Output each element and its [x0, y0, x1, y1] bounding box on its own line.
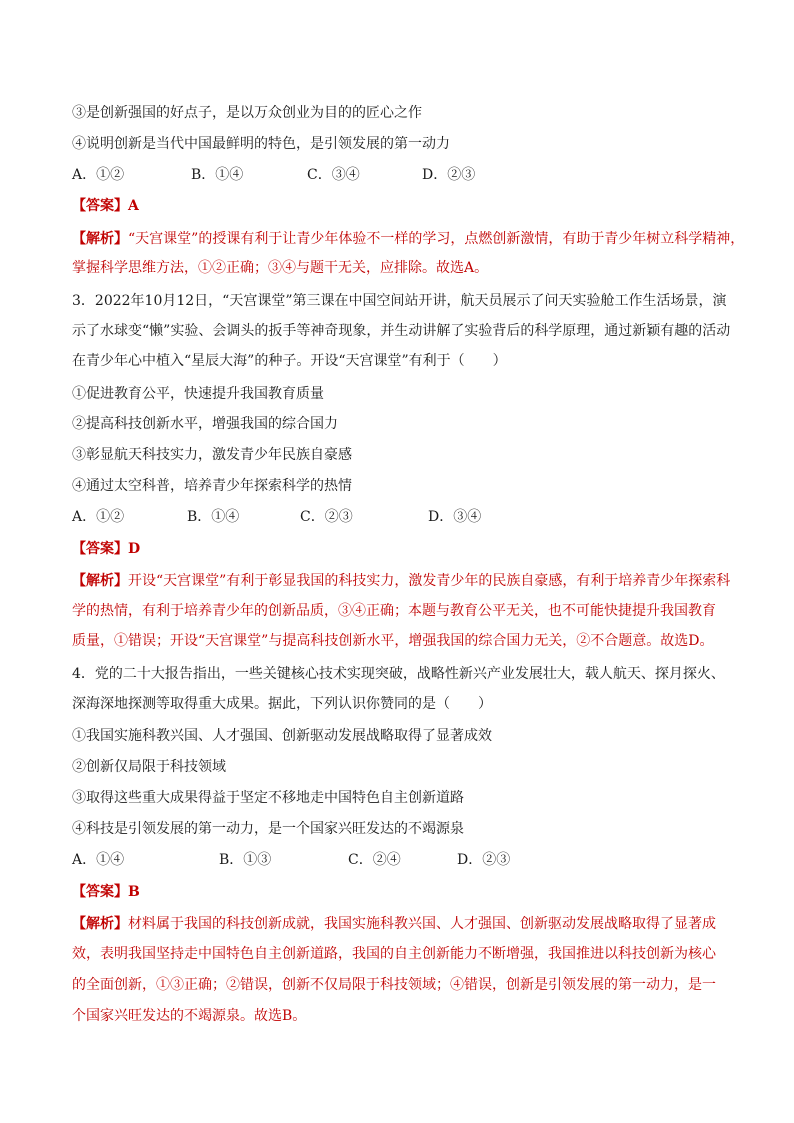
q2-statement-3: ③是创新强国的好点子，是以万众创业为目的的匠心之作	[72, 105, 422, 121]
q2-analysis-line-2: 掌握科学思维方法，①②正确；③④与题干无关，应排除。故选A。	[72, 260, 489, 276]
q3-statement-1: ①促进教育公平，快速提升我国教育质量	[72, 386, 324, 402]
q2-option-b: B．①④	[191, 167, 244, 183]
q3-answer: 【答案】D	[72, 541, 141, 557]
q3-stem-line-1: 3．2022年10月12日，“天宫课堂”第三课在中国空间站开讲，航天员展示了问天实验舱工作生活场景，演	[72, 293, 727, 309]
q4-analysis-line-3: 的全面创新，①③正确；②错误，创新不仅局限于科技领域；④错误，创新是引领发展的第一动力，是一	[72, 977, 716, 993]
q4-answer: 【答案】B	[72, 884, 140, 900]
q2-option-d: D．②③	[422, 167, 476, 183]
q3-option-c: C．②③	[300, 509, 353, 525]
q4-analysis-line-1: 【解析】材料属于我国的科技创新成就，我国实施科教兴国、人才强国、创新驱动发展战略取得了显著成	[72, 916, 716, 932]
q3-option-b: B．①④	[187, 509, 240, 525]
q3-analysis-tag: 【解析】	[72, 573, 128, 589]
q4-option-a: A．①④	[72, 852, 125, 868]
q3-statement-4: ④通过太空科普，培养青少年探索科学的热情	[72, 478, 352, 494]
q2-option-c: C．③④	[307, 167, 360, 183]
q4-option-c: C．②④	[348, 852, 401, 868]
q4-statement-1: ①我国实施科教兴国、人才强国、创新驱动发展战略取得了显著成效	[72, 728, 492, 744]
q3-statement-2: ②提高科技创新水平，增强我国的综合国力	[72, 416, 338, 432]
q3-statement-3: ③彰显航天科技实力，激发青少年民族自豪感	[72, 447, 352, 463]
q3-stem-line-2: 示了水球变“懒”实验、会调头的扳手等神奇现象，并生动讲解了实验背后的科学原理，通过新颖有趣的活动	[72, 323, 731, 339]
q4-statement-2: ②创新仅局限于科技领域	[72, 759, 226, 775]
q4-option-b: B．①③	[219, 852, 272, 868]
q3-analysis-line-2: 学的热情，有利于培养青少年的创新品质，③④正确；本题与教育公平无关，也不可能快捷提升我国教育	[72, 603, 716, 619]
q3-option-d: D．③④	[428, 509, 482, 525]
q4-statement-4: ④科技是引领发展的第一动力，是一个国家兴旺发达的不竭源泉	[72, 821, 464, 837]
q2-option-a: A．①②	[72, 167, 125, 183]
q3-analysis-line-1: 【解析】开设“天宫课堂”有利于彰显我国的科技实力，激发青少年的民族自豪感，有利于培养青少年探索科	[72, 573, 731, 589]
q4-analysis-line-2: 效，表明我国坚持走中国特色自主创新道路，我国的自主创新能力不断增强，我国推进以科技创新为核心	[72, 946, 716, 962]
q3-stem-line-3: 在青少年心中植入“星辰大海”的种子。开设“天宫课堂”有利于（ ）	[72, 353, 507, 369]
q4-analysis-line-4: 个国家兴旺发达的不竭源泉。故选B。	[72, 1008, 307, 1024]
q4-analysis-tag: 【解析】	[72, 916, 128, 932]
q4-stem-line-2: 深海深地探测等取得重大成果。据此，下列认识你赞同的是（ ）	[72, 696, 492, 712]
q2-analysis-line-1: 【解析】“天宫课堂”的授课有利于让青少年体验不一样的学习，点燃创新激情，有助于青少年树立科学精神，	[72, 231, 745, 247]
q4-option-d: D．②③	[457, 852, 511, 868]
q3-analysis-line-3: 质量，①错误；开设“天宫课堂”与提高科技创新水平，增强我国的综合国力无关，②不合题意。故选D。	[72, 633, 714, 649]
q3-option-a: A．①②	[72, 509, 125, 525]
q4-statement-3: ③取得这些重大成果得益于坚定不移地走中国特色自主创新道路	[72, 790, 464, 806]
q2-analysis-tag: 【解析】	[72, 231, 128, 247]
q4-stem-line-1: 4．党的二十大报告指出，一些关键核心技术实现突破，战略性新兴产业发展壮大，载人航天、探月探火、	[72, 666, 725, 682]
q2-answer: 【答案】A	[72, 198, 139, 214]
q2-statement-4: ④说明创新是当代中国最鲜明的特色，是引领发展的第一动力	[72, 136, 450, 152]
